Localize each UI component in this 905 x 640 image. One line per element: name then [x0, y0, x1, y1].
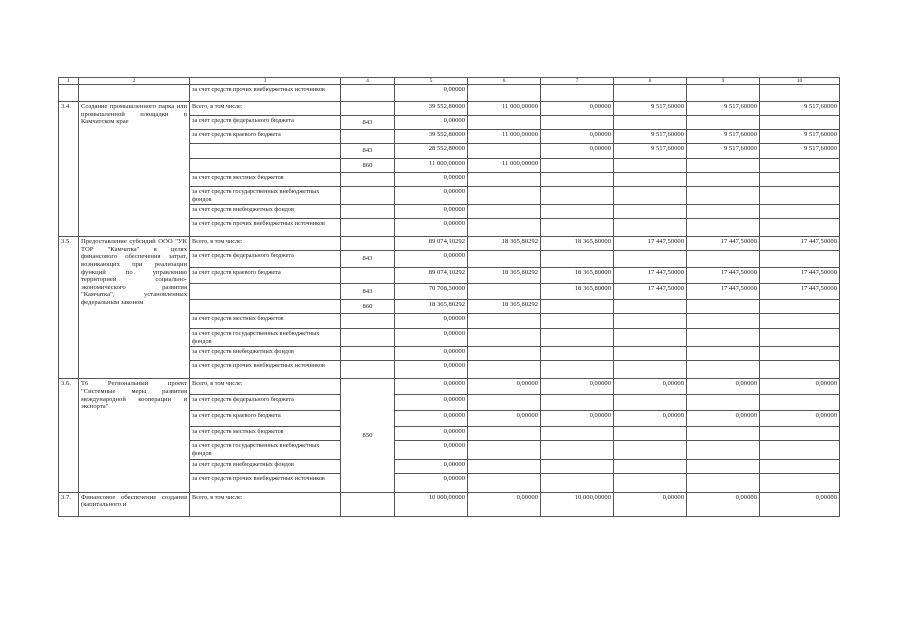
- value-cell: 0,00000: [395, 187, 468, 205]
- value-cell: 18 365,80000: [541, 268, 614, 284]
- funding-source: за счет средств прочих внебюджетных источников: [190, 219, 341, 237]
- value-cell: 70 708,30000: [395, 284, 468, 300]
- funding-source: за счет средств федерального бюджета: [190, 116, 341, 130]
- column-number: 6: [468, 78, 541, 85]
- value-cell: 28 552,80000: [395, 144, 468, 159]
- item-description: Т6 Региональный проект "Системные меры развития международной кооперации и экспорта": [79, 379, 190, 492]
- value-cell: 17 447,50000: [614, 237, 687, 251]
- column-number-row: [59, 78, 840, 85]
- budget-code: 850: [341, 379, 395, 492]
- value-cell: 9 517,60000: [687, 144, 760, 159]
- funding-source: за счет средств прочих внебюджетных источников: [190, 473, 341, 492]
- value-cell: 17 447,50000: [687, 268, 760, 284]
- item-description: Создание промышленного парка или промышленной площадки в Камчатском крае: [79, 102, 190, 237]
- budget-code: 860: [341, 300, 395, 314]
- value-cell: 0,00000: [395, 85, 468, 102]
- value-cell: 11 000,00000: [468, 130, 541, 144]
- funding-source: Всего, в том числе:: [190, 237, 341, 251]
- funding-source: Всего, в том числе:: [190, 379, 341, 395]
- page-bottom-margin: [0, 552, 905, 640]
- funding-source: за счет средств внебюджетных фондов: [190, 347, 341, 361]
- item-number: 3.7.: [59, 492, 79, 516]
- column-number: 3: [190, 78, 341, 85]
- funding-source: Всего, в том числе:: [190, 102, 341, 116]
- value-cell: 17 447,50000: [614, 268, 687, 284]
- value-cell: 17 447,50000: [760, 268, 840, 284]
- budget-code: 843: [341, 284, 395, 300]
- value-cell: 0,00000: [541, 144, 614, 159]
- column-number: 5: [395, 78, 468, 85]
- column-number: 10: [760, 78, 840, 85]
- column-number: 1: [59, 78, 79, 85]
- value-cell: 0,00000: [395, 411, 468, 427]
- funding-source: за счет средств местных бюджетов: [190, 427, 341, 441]
- value-cell: 11 000,00000: [468, 102, 541, 116]
- item-description: Финансовое обеспечение создания (капитального и: [79, 492, 190, 516]
- value-cell: 11 000,00000: [468, 159, 541, 173]
- value-cell: 0,00000: [395, 379, 468, 395]
- value-cell: 18 365,80000: [541, 237, 614, 251]
- column-number: 8: [614, 78, 687, 85]
- value-cell: 17 447,50000: [687, 237, 760, 251]
- value-cell: 0,00000: [395, 205, 468, 219]
- value-cell: 0,00000: [395, 441, 468, 459]
- value-cell: 0,00000: [395, 219, 468, 237]
- value-cell: 0,00000: [541, 130, 614, 144]
- item-description: Предоставление субсидий ООО "УК ТОР "Камчатка" в целях финансового обеспечения затрат, возникающих при реализации функций по управлению территорией социально-экономического развития "Камчатка", установленных федеральным законом: [79, 237, 190, 379]
- value-cell: 9 517,60000: [760, 144, 840, 159]
- budget-code: 860: [341, 159, 395, 173]
- value-cell: 17 447,50000: [687, 284, 760, 300]
- value-cell: 0,00000: [687, 492, 760, 516]
- value-cell: 10 000,00000: [541, 492, 614, 516]
- value-cell: 0,00000: [541, 379, 614, 395]
- value-cell: 9 517,60000: [614, 102, 687, 116]
- value-cell: 0,00000: [541, 411, 614, 427]
- column-number: 9: [687, 78, 760, 85]
- funding-source: за счет средств внебюджетных фондов: [190, 459, 341, 473]
- funding-source: за счет средств краевого бюджета: [190, 130, 341, 144]
- table-row: [59, 85, 840, 102]
- value-cell: 0,00000: [395, 329, 468, 347]
- table-row: [59, 492, 840, 516]
- table-row: [59, 102, 840, 116]
- value-cell: 0,00000: [395, 173, 468, 187]
- value-cell: 17 447,50000: [614, 284, 687, 300]
- value-cell: 0,00000: [468, 379, 541, 395]
- value-cell: 0,00000: [395, 116, 468, 130]
- value-cell: 17 447,50000: [760, 237, 840, 251]
- value-cell: 18 365,80292: [468, 237, 541, 251]
- value-cell: 18 365,80000: [541, 284, 614, 300]
- funding-source: за счет средств краевого бюджета: [190, 411, 341, 427]
- value-cell: 9 517,60000: [760, 102, 840, 116]
- value-cell: 10 000,00000: [395, 492, 468, 516]
- funding-source: за счет средств внебюджетных фондов: [190, 205, 341, 219]
- value-cell: 0,00000: [395, 251, 468, 268]
- funding-source: за счет средств федерального бюджета: [190, 395, 341, 411]
- value-cell: 0,00000: [395, 347, 468, 361]
- item-number: 3.4.: [59, 102, 79, 237]
- value-cell: 9 517,60000: [760, 130, 840, 144]
- funding-source: Всего, в том числе:: [190, 492, 341, 516]
- value-cell: 0,00000: [395, 427, 468, 441]
- funding-source: за счет средств краевого бюджета: [190, 268, 341, 284]
- value-cell: 9 517,60000: [614, 144, 687, 159]
- value-cell: 18 365,80292: [468, 268, 541, 284]
- budget-table: [58, 77, 840, 517]
- value-cell: 0,00000: [395, 314, 468, 329]
- table-row: [59, 237, 840, 251]
- value-cell: 89 074,10292: [395, 268, 468, 284]
- column-number: 4: [341, 78, 395, 85]
- column-number: 7: [541, 78, 614, 85]
- value-cell: 39 552,80000: [395, 130, 468, 144]
- budget-code: 843: [341, 144, 395, 159]
- funding-source: за счет средств прочих внебюджетных источников: [190, 85, 341, 102]
- item-number: 3.6.: [59, 379, 79, 492]
- value-cell: 0,00000: [760, 379, 840, 395]
- value-cell: 0,00000: [760, 411, 840, 427]
- value-cell: 0,00000: [687, 379, 760, 395]
- value-cell: 89 074,10292: [395, 237, 468, 251]
- value-cell: 9 517,60000: [687, 130, 760, 144]
- funding-source: за счет средств федерального бюджета: [190, 251, 341, 268]
- value-cell: 0,00000: [541, 102, 614, 116]
- value-cell: 39 552,80000: [395, 102, 468, 116]
- value-cell: 0,00000: [614, 379, 687, 395]
- budget-code: 843: [341, 116, 395, 130]
- value-cell: 0,00000: [614, 492, 687, 516]
- value-cell: 18 365,80292: [395, 300, 468, 314]
- value-cell: 0,00000: [395, 361, 468, 379]
- funding-source: за счет средств прочих внебюджетных источников: [190, 361, 341, 379]
- value-cell: 9 517,60000: [687, 102, 760, 116]
- budget-code: 843: [341, 251, 395, 268]
- value-cell: 0,00000: [395, 459, 468, 473]
- value-cell: 11 000,00000: [395, 159, 468, 173]
- value-cell: 18 365,80292: [468, 300, 541, 314]
- item-number: 3.5.: [59, 237, 79, 379]
- column-number: 2: [79, 78, 190, 85]
- value-cell: 0,00000: [687, 411, 760, 427]
- value-cell: 0,00000: [614, 411, 687, 427]
- value-cell: 0,00000: [395, 473, 468, 492]
- table-row: [59, 379, 840, 395]
- funding-source: за счет средств государственных внебюджетных фондов: [190, 329, 341, 347]
- funding-source: за счет средств государственных внебюджетных фондов: [190, 187, 341, 205]
- value-cell: 17 447,50000: [760, 284, 840, 300]
- value-cell: 0,00000: [468, 411, 541, 427]
- funding-source: за счет средств местных бюджетов: [190, 173, 341, 187]
- value-cell: 0,00000: [395, 395, 468, 411]
- value-cell: 0,00000: [468, 492, 541, 516]
- funding-source: за счет средств местных бюджетов: [190, 314, 341, 329]
- funding-source: за счет средств государственных внебюджетных фондов: [190, 441, 341, 459]
- value-cell: 9 517,60000: [614, 130, 687, 144]
- value-cell: 0,00000: [760, 492, 840, 516]
